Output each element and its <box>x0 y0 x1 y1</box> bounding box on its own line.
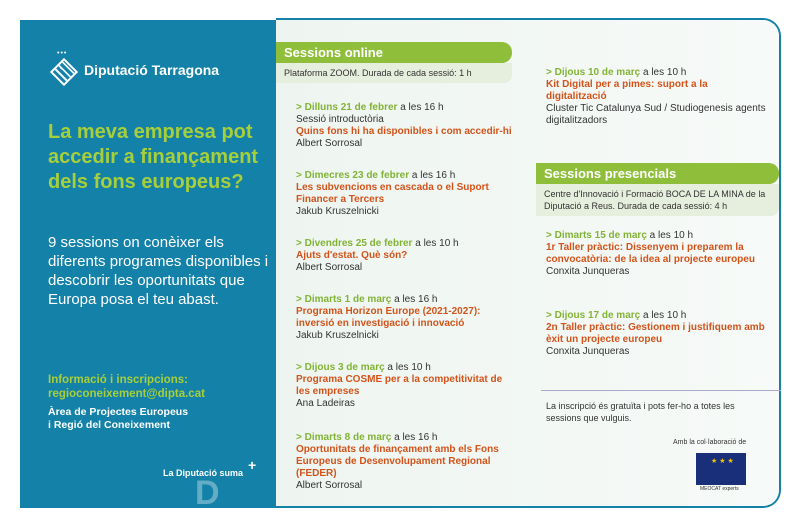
intro-text: 9 sessions on conèixer els diferents programes disponibles i descobrir les oportunitats que Europa posa el teu abast. <box>48 234 269 308</box>
sessions-panel <box>276 18 781 508</box>
left-panel <box>20 20 290 512</box>
divider <box>541 390 781 391</box>
session-title: Ajuts d'estat. Què són? <box>296 250 408 261</box>
registration-note: La inscripció és gratuïta i pots fer-ho a totes les sessions que vulguis. <box>546 401 735 423</box>
suma-slogan: La Diputació suma <box>163 468 244 478</box>
session-presencial-1 <box>546 230 771 278</box>
session-date: > Dilluns 21 de febrer a les 16 h <box>296 102 444 113</box>
session-speaker: Cluster Tic Catalunya Sud / Studiogenesis agents digitalitzadors <box>546 103 766 126</box>
session-presencial-2 <box>546 310 771 358</box>
session-title: 2n Taller pràctic: Gestionem i justifiquem amb èxit un projecte europeu <box>546 322 765 345</box>
plus-icon: + <box>248 457 257 473</box>
session-date: > Divendres 25 de febrer a les 10 h <box>296 238 459 249</box>
emblem-dots: ••• <box>57 50 68 57</box>
session-online-2 <box>296 170 511 218</box>
session-title: Kit Digital per a pimes: suport a la digitalització <box>546 79 708 102</box>
diputacio-logo <box>50 50 219 90</box>
logo-name: Diputació Tarragona <box>84 62 220 78</box>
diputacio-emblem-icon <box>50 50 78 90</box>
session-title: Les subvencions en cascada o el Suport Financer a Tercers <box>296 182 489 205</box>
session-date: > Dijous 17 de març a les 10 h <box>546 310 687 321</box>
session-online-6 <box>296 432 518 492</box>
session-title: 1r Taller pràctic: Dissenyem i preparem la convocatòria: de la idea al projecte europeu <box>546 242 755 265</box>
session-online-4 <box>296 294 511 342</box>
session-date: > Dimarts 15 de març a les 10 h <box>546 230 694 241</box>
session-online-1 <box>296 102 526 150</box>
eu-stars-icon: ★ ★ ★ <box>711 458 734 465</box>
area-line-2: i Regió del Coneixement <box>48 419 170 431</box>
online-subtitle: Plataforma ZOOM. Durada de cada sessió: 1 h <box>276 63 512 83</box>
session-title: Programa COSME per a la competitivitat de les empreses <box>296 374 503 397</box>
session-title: Programa Horizon Europe (2021-2027): inversió en investigació i innovació <box>296 306 481 329</box>
session-date: > Dimarts 8 de març a les 16 h <box>296 432 438 443</box>
info-title: Informació i inscripcions: <box>48 374 188 386</box>
emblem-diamond <box>50 58 78 86</box>
session-speaker: Albert Sorrosal <box>296 138 363 149</box>
presencial-subtitle: Centre d'Innovació i Formació BOCA DE LA MINA de la Diputació a Reus. Durada de cada sessió: 4 h <box>536 184 779 216</box>
session-online-5 <box>296 362 511 410</box>
session-title: Quins fons hi ha disponibles i com accedir-hi <box>296 126 512 137</box>
session-online-7 <box>546 67 766 127</box>
session-date: > Dijous 10 de març a les 10 h <box>546 67 687 78</box>
headline: La meva empresa pot accedir a finançament dels fons europeus? <box>48 121 259 193</box>
presencial-band: Sessions presencials <box>536 163 779 184</box>
area-line-1: Àrea de Projectes Europeus <box>48 406 189 418</box>
session-date: > Dimarts 1 de març a les 16 h <box>296 294 438 305</box>
session-speaker: Albert Sorrosal <box>296 480 363 491</box>
eu-logo-label: MEOCAT experts <box>700 486 739 492</box>
session-speaker: Jakub Kruszelnicki <box>296 206 379 217</box>
session-speaker: Conxita Junqueras <box>546 266 630 277</box>
session-title: Oportunitats de finançament amb els Fons Europeus de Desenvolupament Regional (FEDER) <box>296 444 499 479</box>
session-online-3 <box>296 238 526 274</box>
session-speaker: Conxita Junqueras <box>546 346 630 357</box>
collab-label: Amb la col·laboració de <box>673 439 747 446</box>
session-speaker: Albert Sorrosal <box>296 262 363 273</box>
info-email-link[interactable]: regioconeixement@dipta.cat <box>48 388 205 400</box>
session-pre: Sessió introductòria <box>296 114 384 125</box>
online-band: Sessions online <box>276 42 512 63</box>
session-date: > Dimecres 23 de febrer a les 16 h <box>296 170 456 181</box>
session-date: > Dijous 3 de març a les 10 h <box>296 362 431 373</box>
session-speaker: Ana Ladeiras <box>296 398 355 409</box>
session-speaker: Jakub Kruszelnicki <box>296 330 379 341</box>
dplus-logo: D <box>195 474 218 512</box>
area-name <box>48 406 248 432</box>
